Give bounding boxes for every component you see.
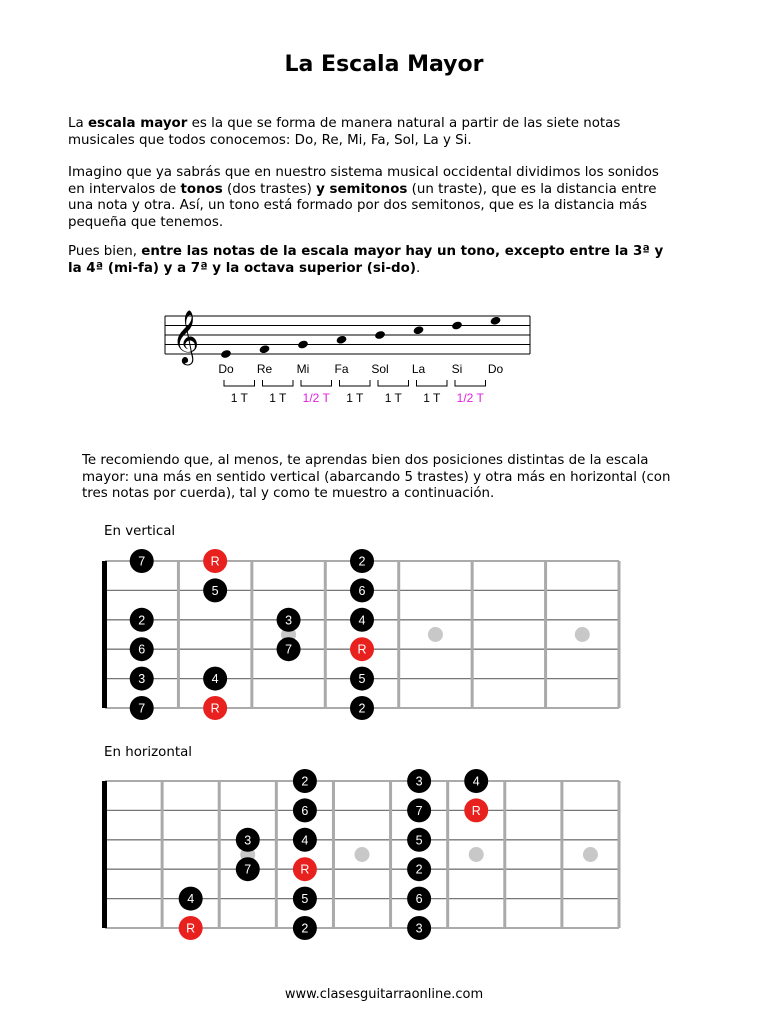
- note-degree-label: 4: [211, 672, 219, 687]
- note-degree-label: 6: [415, 892, 423, 907]
- note-degree-label: 2: [138, 613, 146, 628]
- note-degree-label: 2: [358, 554, 366, 569]
- note-degree-label: 6: [358, 583, 366, 598]
- fret-marker-dot: [355, 847, 370, 862]
- horizontal-label: En horizontal: [104, 745, 192, 760]
- interval-label: 1 T: [346, 391, 364, 405]
- note-degree-label: 2: [301, 774, 309, 789]
- note-degree-label: 3: [415, 774, 423, 789]
- note-name-label: Do: [218, 362, 234, 376]
- interval-label: 1/2 T: [302, 391, 330, 405]
- note-degree-label: 5: [415, 833, 423, 848]
- note-name-label: Mi: [296, 362, 310, 376]
- note-degree-label: 7: [415, 803, 423, 818]
- note-degree-label: 5: [301, 892, 309, 907]
- note-degree-label: 3: [285, 613, 293, 628]
- treble-clef-icon: 𝄞: [172, 309, 200, 363]
- page-title: La Escala Mayor: [284, 52, 484, 77]
- note-degree-label: 5: [211, 583, 219, 598]
- note-degree-label: 4: [187, 892, 195, 907]
- note-degree-label: R: [210, 554, 220, 569]
- note-degree-label: R: [186, 921, 196, 936]
- note-name-label: Si: [451, 362, 463, 376]
- interval-label: 1 T: [423, 391, 441, 405]
- note-degree-label: R: [471, 803, 481, 818]
- note-degree-label: 5: [358, 672, 366, 687]
- recommend-paragraph: Te recomiendo que, al menos, te aprendas bien dos posiciones distintas de la escala mayor: una más en sentido vertical (abarcando 5 trastes) y otra más en horizontal (con tres notas por cuerda), tal y como te muestro a continuación.: [82, 453, 671, 501]
- interval-label: 1 T: [269, 391, 287, 405]
- note-degree-label: 6: [138, 642, 146, 657]
- note-degree-label: 2: [415, 862, 423, 877]
- vertical-label: En vertical: [104, 524, 176, 539]
- note-degree-label: 4: [301, 833, 309, 848]
- note-name-label: Re: [256, 362, 273, 376]
- note-name-label: Do: [487, 362, 504, 376]
- interval-label: 1 T: [384, 391, 402, 405]
- note-degree-label: 7: [244, 862, 252, 877]
- interval-label: 1 T: [230, 391, 248, 405]
- fret-marker-dot: [583, 847, 598, 862]
- note-degree-label: 7: [138, 701, 146, 716]
- note-degree-label: 6: [301, 803, 309, 818]
- note-degree-label: 3: [244, 833, 252, 848]
- footer-url: www.clasesguitarraonline.com: [284, 987, 484, 1002]
- nut: [102, 781, 107, 928]
- note-name-label: La: [411, 362, 426, 376]
- note-degree-label: 4: [472, 774, 480, 789]
- note-degree-label: 4: [358, 613, 366, 628]
- note-degree-label: 3: [138, 672, 146, 687]
- note-name-label: Fa: [334, 362, 349, 376]
- note-degree-label: 2: [301, 921, 309, 936]
- interval-label: 1/2 T: [456, 391, 484, 405]
- note-degree-label: 7: [285, 642, 293, 657]
- note-degree-label: 2: [358, 701, 366, 716]
- fret-marker-dot: [469, 847, 484, 862]
- note-degree-label: R: [300, 862, 310, 877]
- intro-paragraph-2: Imagino que ya sabrás que en nuestro sistema musical occidental dividimos los sonidos en intervalos de tonos (dos trastes) y semitonos (un traste), que es la distancia entre una nota y otra. Así, un tono está formado por dos semitonos, que es la distancia más pequeña que tenemos.: [68, 165, 659, 230]
- note-degree-label: R: [357, 642, 367, 657]
- note-name-label: Sol: [371, 362, 389, 376]
- note-degree-label: 7: [138, 554, 146, 569]
- intro-paragraph-3: Pues bien, entre las notas de la escala mayor hay un tono, excepto entre la 3ª y la 4ª (mi-fa) y a 7ª y la octava superior (si-do).: [68, 244, 664, 276]
- intro-paragraph-1: La escala mayor es la que se forma de manera natural a partir de las siete notas musicales que todos conocemos: Do, Re, Mi, Fa, Sol, La y Si.: [68, 116, 621, 148]
- note-degree-label: R: [210, 701, 220, 716]
- note-degree-label: 3: [415, 921, 423, 936]
